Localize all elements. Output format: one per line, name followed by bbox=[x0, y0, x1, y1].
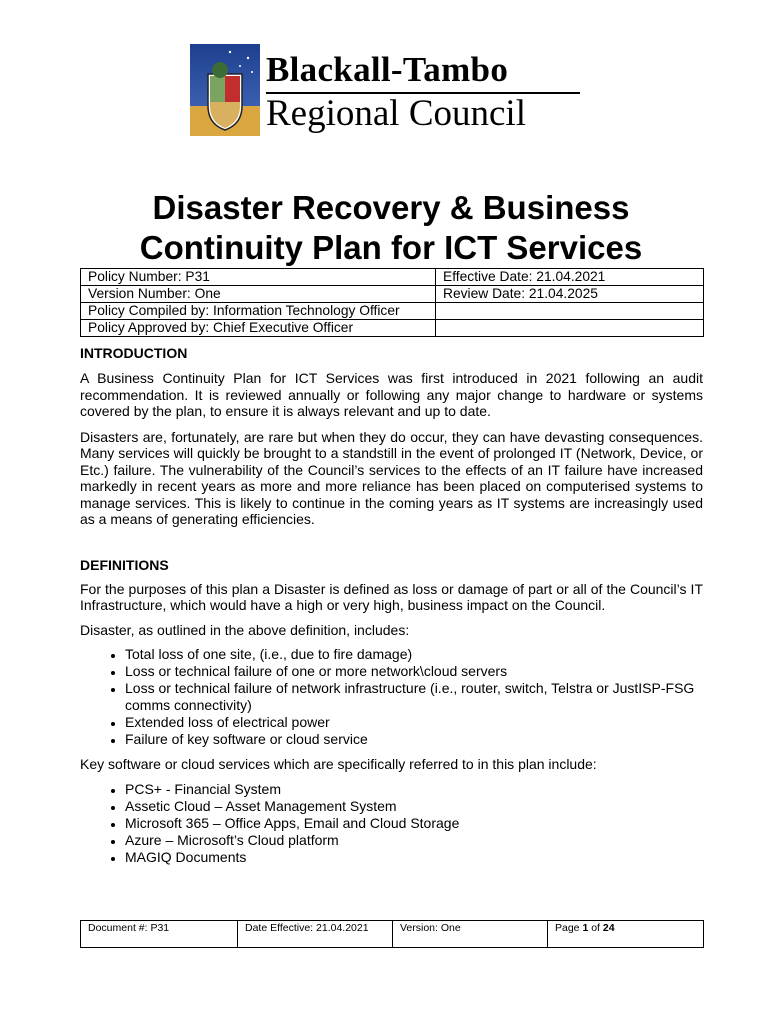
list-item: • Microsoft 365 – Office Apps, Email and Cloud Storage bbox=[125, 815, 703, 832]
list-item: • Loss or technical failure of one or more network\cloud servers bbox=[125, 663, 703, 680]
version-number-cell: Version Number: One bbox=[81, 286, 436, 303]
document-body bbox=[80, 344, 703, 866]
approved-by-cell: Policy Approved by: Chief Executive Officer bbox=[81, 320, 436, 337]
key-services-list bbox=[80, 781, 703, 866]
page-of: of bbox=[588, 922, 603, 934]
list-item: • Total loss of one site, (i.e., due to fire damage) bbox=[125, 646, 703, 663]
organization-name: Blackall-Tambo bbox=[266, 50, 509, 89]
list-item: • Assetic Cloud – Asset Management System bbox=[125, 798, 703, 815]
table-row bbox=[81, 269, 704, 286]
page-prefix: Page bbox=[555, 922, 583, 934]
document-title bbox=[0, 188, 768, 268]
list-item: • Extended loss of electrical power bbox=[125, 714, 703, 731]
page-footer bbox=[80, 920, 704, 948]
policy-info-table bbox=[80, 268, 704, 337]
list-item: • Azure – Microsoft’s Cloud platform bbox=[125, 832, 703, 849]
organization-subtitle: Regional Council bbox=[266, 93, 526, 134]
table-row bbox=[81, 286, 704, 303]
definitions-heading: DEFINITIONS bbox=[80, 556, 169, 573]
list-item: • MAGIQ Documents bbox=[125, 849, 703, 866]
title-line-1: Disaster Recovery & Business bbox=[152, 189, 630, 226]
review-date-cell: Review Date: 21.04.2025 bbox=[436, 286, 704, 303]
total-pages: 24 bbox=[602, 922, 615, 934]
empty-cell bbox=[436, 303, 704, 320]
introduction-heading: INTRODUCTION bbox=[80, 345, 188, 361]
list-item: • PCS+ - Financial System bbox=[125, 781, 703, 798]
disaster-list bbox=[80, 646, 703, 748]
footer-document-number: Document #: P31 bbox=[81, 921, 238, 948]
footer-version: Version: One bbox=[393, 921, 548, 948]
footer-page-number bbox=[548, 921, 704, 948]
table-row bbox=[81, 320, 704, 337]
definitions-paragraph-2: Disaster, as outlined in the above definition, includes: bbox=[80, 621, 410, 638]
list-item: • Failure of key software or cloud service bbox=[125, 731, 703, 748]
council-logo bbox=[190, 44, 260, 136]
compiled-by-cell: Policy Compiled by: Information Technology Officer bbox=[81, 303, 436, 320]
policy-number-cell: Policy Number: P31 bbox=[81, 269, 436, 286]
effective-date-cell: Effective Date: 21.04.2021 bbox=[436, 269, 704, 286]
footer-date-effective: Date Effective: 21.04.2021 bbox=[238, 921, 393, 948]
table-row bbox=[81, 921, 704, 948]
table-row bbox=[81, 303, 704, 320]
definitions-paragraph-3: Key software or cloud services which are specifically referred to in this plan include: bbox=[80, 756, 597, 772]
current-page: 1 bbox=[582, 922, 589, 934]
introduction-paragraph-1: A Business Continuity Plan for ICT Services was first introduced in 2021 following an audit recommendation. It is reviewed annually or following any major change to hardware or systems covered by the plan, to ensure it is always relevant and up to date. bbox=[80, 370, 703, 419]
empty-cell bbox=[436, 320, 704, 337]
introduction-paragraph-2: Disasters are, fortunately, are rare but when they do occur, they can have devasting consequences. Many services will quickly be brought to a standstill in the event of prolonged IT (Network, Device, or Etc.) failure. The vulnerability of the Council’s services to the effects of an IT failure have increased markedly in recent years as more and more reliance has been placed on computerised systems to manage services. This is likely to continue in the coming years as IT systems are increasingly used as a means of generating efficiencies. bbox=[80, 428, 703, 527]
title-line-2: Continuity Plan for ICT Services bbox=[139, 229, 643, 266]
definitions-paragraph-1: For the purposes of this plan a Disaster is defined as loss or damage of part or all of the Council’s IT Infrastructure, which would have a high or very high, business impact on the Council. bbox=[80, 580, 703, 613]
list-item: • Loss or technical failure of network infrastructure (i.e., router, switch, Telstra or JustISP-FSG comms connectivity) bbox=[125, 680, 703, 714]
